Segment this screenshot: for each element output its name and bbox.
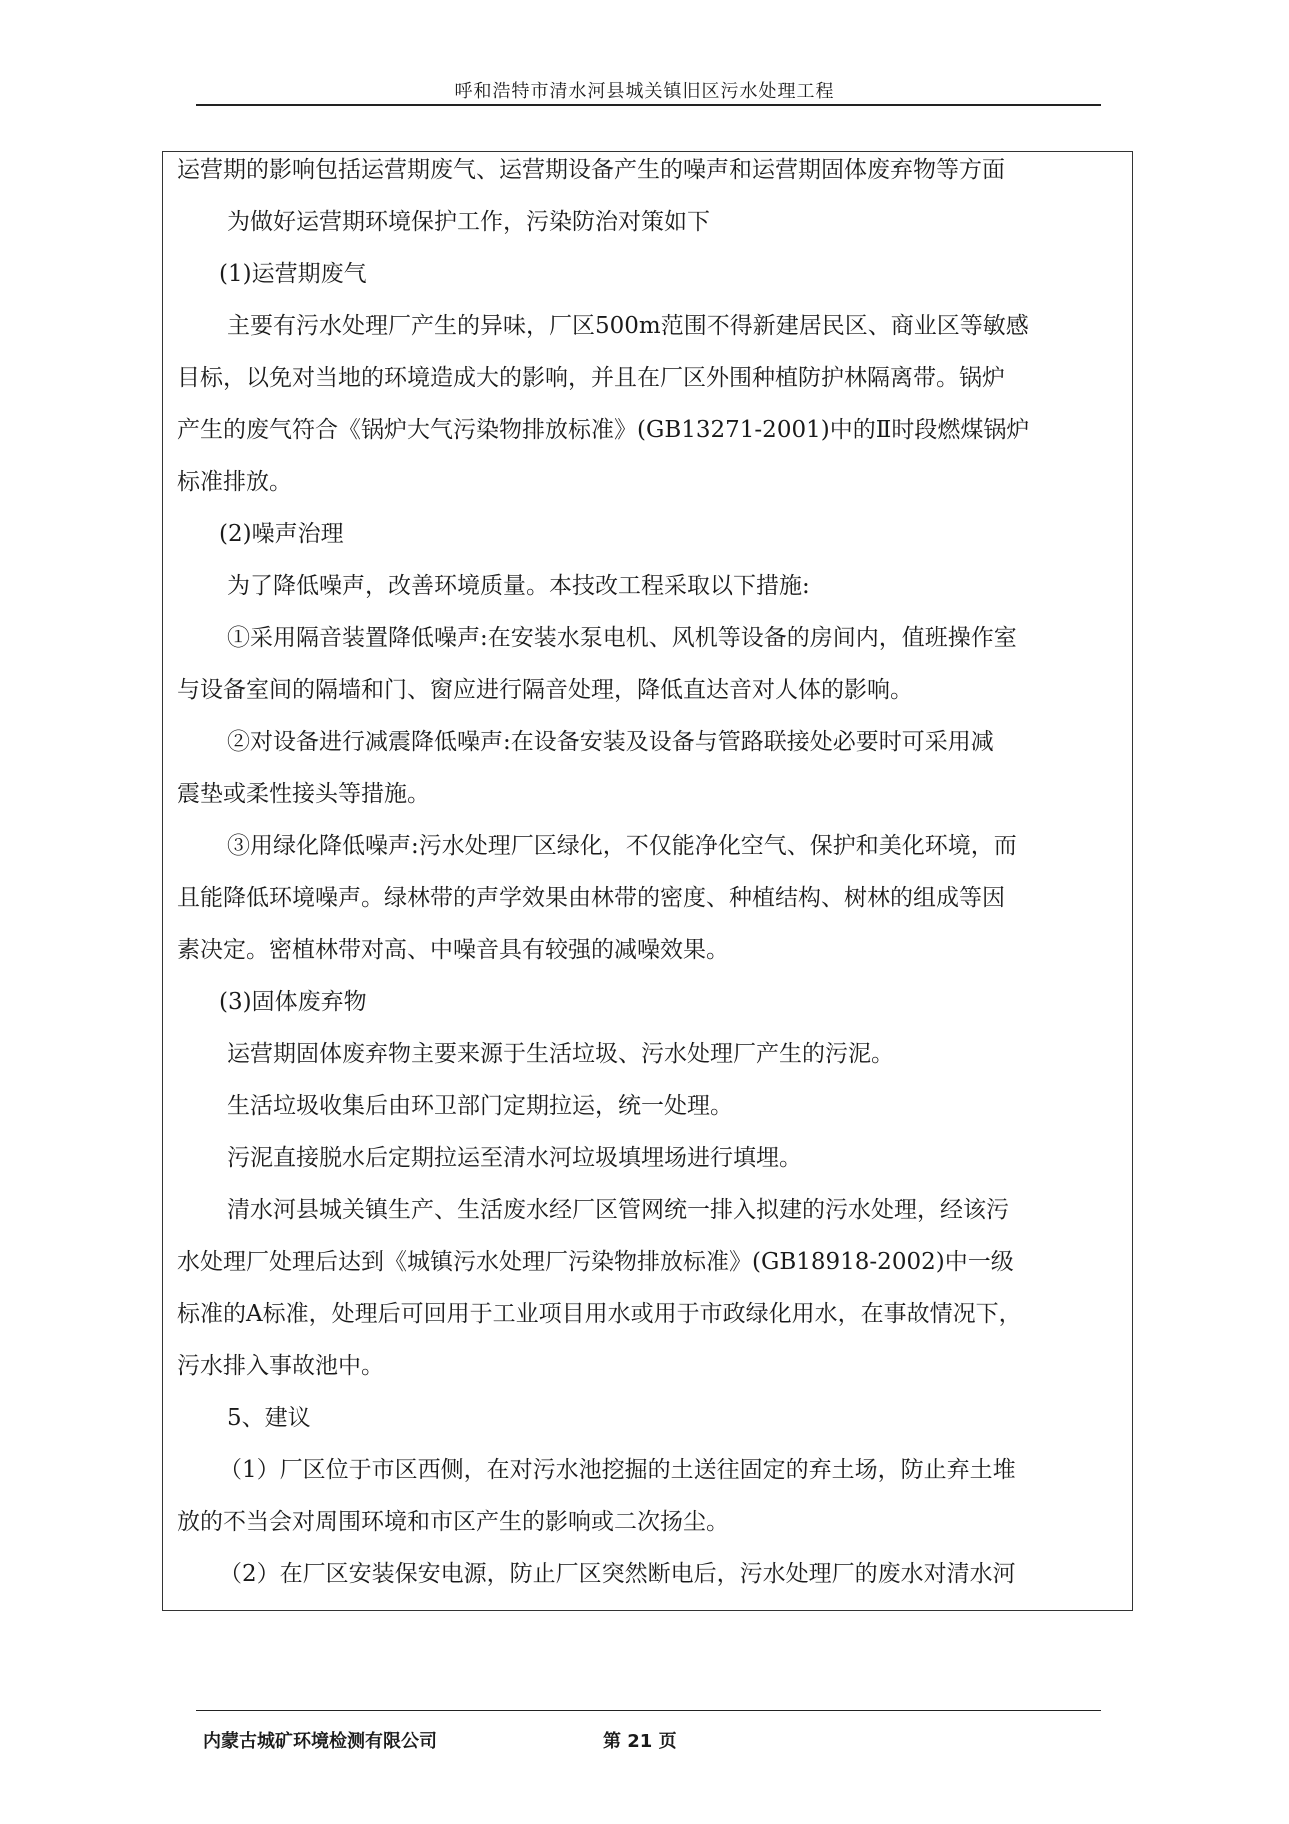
body-line: 震垫或柔性接头等措施。 xyxy=(177,781,430,807)
body-line: （1）厂区位于市区西侧，在对污水池挖掘的土送往固定的弃土场，防止弃土堆 xyxy=(219,1457,1016,1483)
body-line: 与设备室间的隔墙和门、窗应进行隔音处理，降低直达音对人体的影响。 xyxy=(177,677,913,703)
body-line: （2）在厂区安装保安电源，防止厂区突然断电后，污水处理厂的废水对清水河 xyxy=(219,1561,1016,1587)
body-line: 运营期的影响包括运营期废气、运营期设备产生的噪声和运营期固体废弃物等方面 xyxy=(177,157,1005,183)
body-line: 标准的A标准，处理后可回用于工业项目用水或用于市政绿化用水，在事故情况下， xyxy=(177,1301,1022,1327)
body-line: 生活垃圾收集后由环卫部门定期拉运，统一处理。 xyxy=(227,1093,733,1119)
section-heading: (1)运营期废气 xyxy=(219,261,367,287)
body-line: 污水排入事故池中。 xyxy=(177,1353,384,1379)
section-heading: 5、建议 xyxy=(227,1405,311,1431)
header-divider xyxy=(196,104,1101,106)
body-line: 标准排放。 xyxy=(177,469,292,495)
body-line: 主要有污水处理厂产生的异味，厂区500m范围不得新建居民区、商业区等敏感 xyxy=(227,313,1029,339)
footer-divider xyxy=(196,1710,1101,1711)
body-line: 运营期固体废弃物主要来源于生活垃圾、污水处理厂产生的污泥。 xyxy=(227,1041,894,1067)
body-line: 为了降低噪声，改善环境质量。本技改工程采取以下措施: xyxy=(227,573,810,599)
body-line: 放的不当会对周围环境和市区产生的影响或二次扬尘。 xyxy=(177,1509,729,1535)
section-heading: (3)固体废弃物 xyxy=(219,989,367,1015)
section-heading: (2)噪声治理 xyxy=(219,521,344,547)
page-header-title: 呼和浩特市清水河县城关镇旧区污水处理工程 xyxy=(454,81,835,102)
page-number: 第 21 页 xyxy=(603,1731,677,1752)
content-box xyxy=(162,151,1133,1611)
body-line: 且能降低环境噪声。绿林带的声学效果由林带的密度、种植结构、树林的组成等因 xyxy=(177,885,1005,911)
body-line: 产生的废气符合《锅炉大气污染物排放标准》(GB13271-2001)中的Ⅱ时段燃煤锅炉 xyxy=(177,417,1030,443)
body-line: 清水河县城关镇生产、生活废水经厂区管网统一排入拟建的污水处理，经该污 xyxy=(227,1197,1009,1223)
body-line: 为做好运营期环境保护工作，污染防治对策如下 xyxy=(227,209,710,235)
body-line: ③用绿化降低噪声:污水处理厂区绿化，不仅能净化空气、保护和美化环境，而 xyxy=(227,833,1017,859)
body-line: ②对设备进行减震降低噪声:在设备安装及设备与管路联接处必要时可采用减 xyxy=(227,729,994,755)
body-line: ①采用隔音装置降低噪声:在安装水泵电机、风机等设备的房间内，值班操作室 xyxy=(227,625,1017,651)
body-line: 污泥直接脱水后定期拉运至清水河垃圾填埋场进行填埋。 xyxy=(227,1145,802,1171)
body-line: 素决定。密植林带对高、中噪音具有较强的减噪效果。 xyxy=(177,937,729,963)
body-line: 目标，以免对当地的环境造成大的影响，并且在厂区外围种植防护林隔离带。锅炉 xyxy=(177,365,1005,391)
body-line: 水处理厂处理后达到《城镇污水处理厂污染物排放标准》(GB18918-2002)中一级 xyxy=(177,1249,1014,1275)
footer-company: 内蒙古城矿环境检测有限公司 xyxy=(203,1731,437,1752)
